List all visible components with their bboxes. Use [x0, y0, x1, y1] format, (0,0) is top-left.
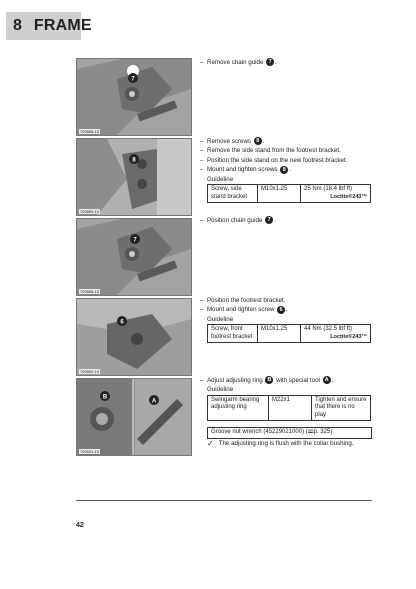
tool-cell	[208, 428, 372, 439]
step-end: .	[274, 217, 276, 224]
torque-table	[207, 184, 371, 203]
step-text: Position the side stand on the new footrest bracket.	[207, 156, 348, 164]
footer-rule	[76, 500, 372, 501]
ref-marker: A	[323, 376, 331, 384]
check-text: The adjusting ring is flush with the collar bushing.	[218, 439, 354, 447]
chapter-header	[6, 12, 92, 40]
instruction-block-3	[200, 216, 276, 225]
step-text: Position the footrest bracket.	[207, 297, 286, 304]
guideline-label: Guideline	[207, 315, 234, 323]
instruction-block-2	[200, 137, 371, 203]
spec-loctite: Loctite®243™	[330, 193, 367, 200]
instruction-block-4	[200, 296, 371, 343]
spec-size: M10x1.25	[258, 185, 301, 203]
figure-caption: 700899-10	[80, 209, 100, 214]
step-mount-screws: – Mount and tighten screws 8 .	[200, 166, 291, 174]
step-end: .	[262, 138, 265, 145]
step-text: with special tool	[276, 377, 320, 384]
spec-name: Screw, side stand bracket	[208, 185, 258, 203]
figure-marker-6: 6	[120, 319, 124, 326]
tool-name: Groove nut wrench (45229021000) (	[211, 429, 308, 436]
guideline-label: Guideline	[207, 386, 234, 394]
figure-footrest-bracket	[76, 298, 192, 376]
instruction-block-5	[200, 376, 372, 448]
spec-name: Swingarm bearing adjusting ring	[208, 395, 269, 421]
chapter-number: 8	[13, 17, 22, 34]
step-remove-chain-guide: – Remove chain guide 7 .	[200, 59, 277, 66]
figure-caption: 700900-10	[80, 369, 100, 374]
step-adjust-ring: – Adjust adjusting ring B with special tool A .	[200, 377, 334, 384]
spec-torque-cell	[301, 185, 371, 203]
step-end: .	[289, 166, 291, 174]
figure-illustration	[77, 299, 191, 375]
figure-caption: 700901-10	[80, 449, 100, 454]
check-result	[207, 439, 372, 448]
figure-illustration	[77, 59, 191, 135]
step-text: Mount and tighten screws	[207, 166, 278, 174]
figure-caption: 700898-10	[80, 129, 100, 134]
step-end: .	[331, 377, 334, 384]
figure-marker-8: 8	[132, 157, 136, 164]
figure-marker-7: 7	[131, 76, 135, 83]
figure-adjusting-ring	[76, 378, 192, 456]
page-ref-icon: 🕮	[307, 429, 314, 436]
step-remove-screws: – Remove screws 8 .	[200, 138, 265, 145]
instruction-block-1	[200, 58, 277, 67]
ref-marker: 8	[254, 137, 262, 145]
ref-marker: 7	[265, 216, 273, 224]
spec-size: M22x1	[269, 395, 312, 421]
spec-loctite: Loctite®243™	[330, 333, 367, 340]
spec-size: M10x1.25	[258, 325, 301, 343]
step-position-side-stand: – Position the side stand on the new footrest bracket.	[200, 156, 348, 164]
guideline-label: Guideline	[207, 175, 234, 183]
figure-illustration	[77, 139, 191, 215]
ref-marker: 7	[266, 58, 274, 66]
figure-position-chain-guide	[76, 218, 192, 296]
figure-marker-a: A	[151, 398, 157, 405]
adjust-table	[207, 395, 371, 422]
spec-torque: 25 Nm (18.4 lbf ft)	[304, 186, 353, 193]
checkmark-icon: ✓	[207, 438, 214, 448]
spec-torque-cell	[301, 325, 371, 343]
figure-caption: 700898-10	[80, 289, 100, 294]
ref-marker: 6	[277, 306, 285, 314]
chapter-title: FRAME	[33, 17, 92, 34]
ref-marker: B	[265, 376, 273, 384]
spec-name: Screw, front footrest bracket	[208, 325, 258, 343]
step-position-chain-guide: – Position chain guide 7 .	[200, 217, 276, 224]
step-remove-side-stand: – Remove the side stand from the footrest bracket.	[200, 147, 341, 155]
step-text: Position chain guide	[207, 217, 263, 224]
spec-instruction: Tighten and ensure that there is no play	[312, 395, 371, 421]
torque-table	[207, 324, 371, 343]
step-end: .	[275, 59, 277, 66]
step-position-footrest: – Position the footrest bracket.	[200, 297, 286, 304]
figure-remove-screws	[76, 138, 192, 216]
step-text: Mount and tighten screw	[207, 306, 275, 314]
step-text: Remove screws	[207, 138, 252, 145]
ref-marker: 8	[280, 166, 288, 174]
step-mount-screw: – Mount and tighten screw 6 .	[200, 306, 288, 314]
tool-table	[207, 427, 372, 439]
figure-remove-chain-guide	[76, 58, 192, 136]
figure-marker-b: B	[102, 394, 108, 401]
figure-marker-7: 7	[133, 237, 137, 244]
step-end: .	[286, 306, 288, 314]
tool-page-ref[interactable]: p. 325)	[313, 429, 333, 436]
step-text: Adjust adjusting ring	[207, 377, 263, 384]
figure-illustration	[77, 219, 191, 295]
step-text: Remove the side stand from the footrest bracket.	[207, 147, 341, 155]
page-number: 42	[76, 522, 84, 529]
spec-torque: 44 Nm (32.5 lbf ft)	[304, 326, 353, 333]
step-text: Remove chain guide	[207, 59, 264, 66]
figure-illustration	[77, 379, 191, 455]
